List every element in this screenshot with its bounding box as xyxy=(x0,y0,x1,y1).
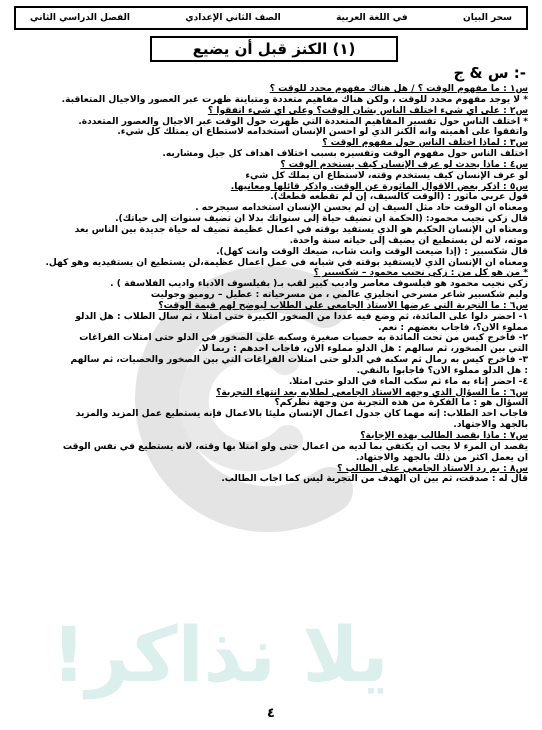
answer-line: السؤال هو : ما الفكرة من هذه التجربة من وجهة نظركم؟ xyxy=(274,398,528,409)
answer-line: ٤- أحضر إناء به ماء ثم سكب الماء في الدلو حتى امتلأ. xyxy=(288,376,528,387)
question-line: * من هو كل من : زكي نجيب محمود – شكسبير ؟ xyxy=(313,268,528,279)
answer-line: واتفقوا على أهميته وأنه الكنز الذي لو أحسن الإنسان استخدامه لاستطاع أن يمتلك كل شيء. xyxy=(117,127,528,138)
qa-heading: س & ج :- xyxy=(453,64,526,82)
answer-line: موته، لأنه لن يستطيع أن يضيف إلى حياته سنة واحدة. xyxy=(289,235,528,246)
answer-line: ومعناه أن الوقت حاد مثل السيف إن لم يحسن الإنسان استخدامه سيجرحه . xyxy=(195,203,528,214)
answer-line: ٢- فأخرج كيس من تحت المائدة به حصيات صغيرة وسكبه على الصخور في الدلو حتى امتلأت الفراغات xyxy=(79,333,528,344)
question-line: س٢ : على أي شيء اختلف الناس بشأن الوقت؟ وعلى أي شيء اتفقوا ؟ xyxy=(207,105,528,116)
answer-line: وليم شكسبير شاعر مسرحي انجليزي عالمي ، من مسرحياته : عطيل – روميو وجوليت xyxy=(150,290,528,301)
answer-line: التي بين الصخور، ثم سألهم : هل الدلو مملوء الآن، فأجاب أحدهم : ربما لا. xyxy=(198,344,528,355)
answer-line: قال شكسبير : (إذا ضيعت الوقت وأنت شاب، ضيعك الوقت وأنت كهل). xyxy=(216,246,528,257)
answer-line: لو عرف الإنسان كيف يستخدم وقته، لاستطاع أن يملك كل شيء xyxy=(245,170,528,181)
answer-line: ومعناه أن الإنسان الحكيم هو الذي يستفيد بوقته في أعمال عظيمة تضيف له حياة جديدة بين الناس بعد xyxy=(74,224,528,235)
answer-line: * لا يوجد مفهوم محدد للوقت ، ولكن هناك مفاهيم متعددة ومتباينة ظهرت عبر العصور والأجيال المتعاقبة. xyxy=(61,94,528,105)
answer-line: قال زكي نجيب محمود: (الحكمة أن تضيف حياة إلى سنواتك بدلا أن تضيف سنوات إلى حياتك). xyxy=(115,214,528,225)
answer-line: قول عربي مأثور : (الوقت كالسيف، إن لم تقطعه قطعك). xyxy=(270,192,528,203)
answer-line: زكي نجيب محمود هو فيلسوف معاصر وأديب كبير لقب بـ( بفيلسوف الأدباء وأديب الفلاسفة ) . xyxy=(110,279,528,290)
header-term: الفصل الدراسي الثاني xyxy=(30,13,130,23)
answer-line: قال له : صدقت، ثم بين أن الهدف من التجربة ليس كما أجاب الطالب. xyxy=(221,474,528,485)
question-line: س٥ : اذكر بعض الأقوال المأثورة عن الوقت. واذكر قائلها ومعانيها. xyxy=(230,181,528,192)
header-subject: في اللغة العربية xyxy=(336,13,408,23)
question-line: س٦ : ما السؤال الذي وجهه الأستاذ الجامعي لطلابه بعد انتهاء التجربة؟ xyxy=(216,387,528,398)
question-line: س١ : ما مفهوم الوقت ؟ / هل هناك مفهوم محدد للوقت ؟ xyxy=(269,84,528,94)
watermark-text: يلا نذاكر! xyxy=(51,610,389,699)
question-line: س٧ : ماذا يقصد الطالب بهذه الإجابة؟ xyxy=(360,431,528,441)
qa-content xyxy=(14,84,528,654)
answer-line: فأجاب أحد الطلاب: إنه مهما كان جدول أعمال الإنسان مليئا بالأعمال فإنه يستطيع عمل المزيد والمزيد xyxy=(75,409,528,420)
answer-line: ومعناه أن الإنسان الذي لايستفيد بوقته في شبابه في عمل أعمال عظيمة،لن يستطيع أن يستفيديه وهو كهل. xyxy=(45,257,528,268)
answer-line: * اختلف الناس حول تفسير المفاهيم المتعددة التي ظهرت حول الوقت عبر الأجيال والعصور المتعددة. xyxy=(78,116,528,127)
question-line: س٤ : ماذا يحدث لو عرف الإنسان كيف يستخدم الوقت ؟ xyxy=(280,159,528,170)
page-header xyxy=(14,6,528,30)
lesson-title-text: (١) الكنز قبل أن يضيع xyxy=(192,40,356,58)
answer-line: اختلف الناس حول مفهوم الوقت وتفسيره بسبب اختلاف أهداف كل جيل ومشاربه. xyxy=(162,149,528,160)
page-number: ٤ xyxy=(267,706,275,721)
question-line: س٦ : ما التجربة التي عرضها الأستاذ الجامعي على الطلاب ليوضح لهم قيمة الوقت؟ xyxy=(158,300,528,311)
header-grade: الصف الثاني الإعدادي xyxy=(185,13,281,23)
answer-line: بالجهد والاجتهاد. xyxy=(453,420,528,431)
answer-line: ٣- فأخرج كيس به رمال ثم سكبه في الدلو حتى امتلأت الفراغات التي بين الصخور والحصيات، ثم سألهم xyxy=(70,355,528,366)
question-line: س٣ : لماذا اختلف الناس حول مفهوم الوقت ؟ xyxy=(322,138,528,149)
header-author: سحر البيان xyxy=(463,13,512,23)
lesson-title xyxy=(150,36,398,62)
answer-line: أن يعمل أكثر من ذلك بالجهد والاجتهاد. xyxy=(355,452,528,463)
answer-line: يقصد أن المرء لا يجب أن يكتفي بما لديه من أعمال حتى ولو امتلأ بها وقته، لأنه يستطيع في نفس الوقت xyxy=(62,441,528,452)
answer-line: ١- أحضر دلوا على المائدة، ثم وضع فيه عددا من الصخور الكبيرة حتى امتلأ ، ثم سأل الطلاب : هل الدلو xyxy=(75,311,528,322)
question-line: س٨ : بم رد الأستاذ الجامعي على الطالب ؟ xyxy=(337,463,528,474)
answer-line: مملوء الآن؟، فأجاب بعضهم : نعم. xyxy=(378,322,528,333)
answer-line: : هل الدلو مملوء الآن؟ فأجابوا بالنفي. xyxy=(356,365,528,376)
